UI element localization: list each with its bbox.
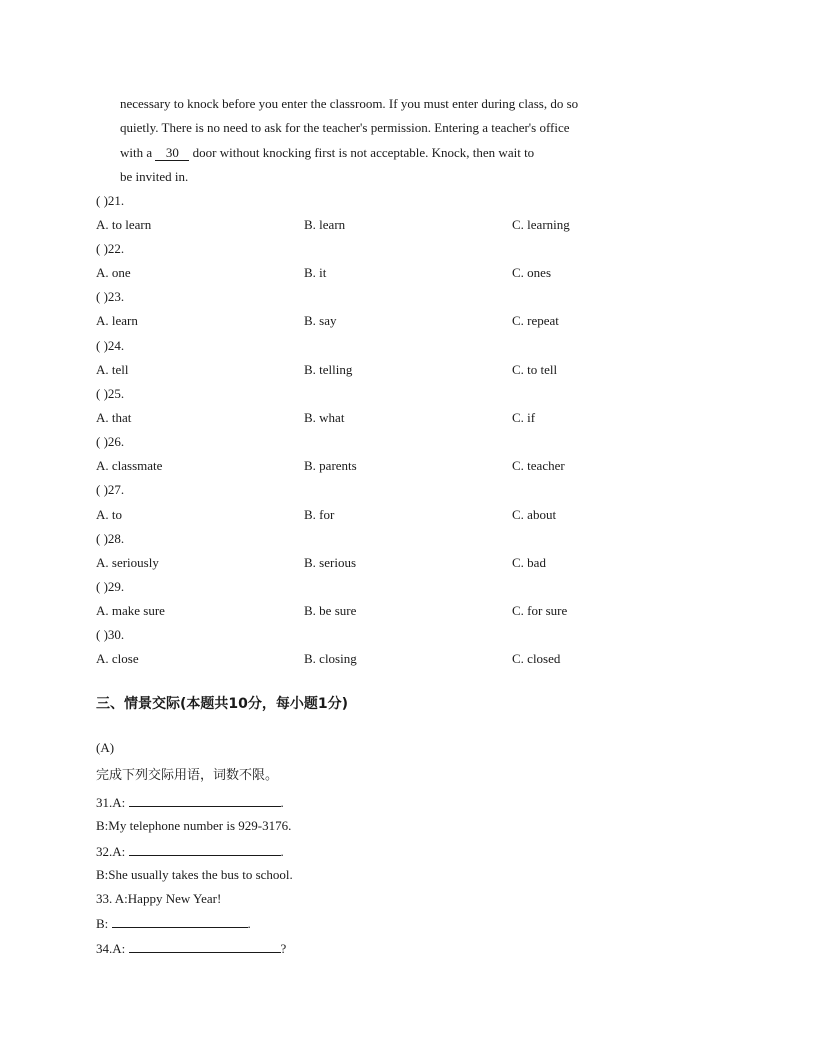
dialogue-prefix: 34.A: [96, 941, 126, 956]
question-number[interactable]: ( )28. [96, 531, 125, 546]
option-a[interactable]: A. to learn [96, 217, 152, 232]
option-b[interactable]: B. serious [304, 555, 356, 570]
dialogue-item-32 [96, 843, 284, 860]
passage-line-3-suffix: door without knocking first is not acceptable. Knock, then wait to [192, 145, 535, 160]
answer-blank-30[interactable]: 30 [155, 146, 189, 161]
option-c[interactable]: C. repeat [512, 313, 559, 328]
passage-line-1: necessary to knock before you enter the classroom. If you must enter during class, do so [120, 96, 579, 111]
dialogue-reply: B:My telephone number is 929-3176. [96, 818, 292, 833]
option-b[interactable]: B. for [304, 507, 335, 522]
dialogue-suffix: . [247, 916, 251, 931]
instruction: 完成下列交际用语，词数不限。 [96, 768, 279, 783]
option-a[interactable]: A. to [96, 507, 122, 522]
dialogue-item-33-reply [96, 915, 251, 932]
dialogue-suffix: . [280, 795, 284, 810]
option-a[interactable]: A. that [96, 410, 132, 425]
question-number[interactable]: ( )23. [96, 289, 125, 304]
option-c[interactable]: C. about [512, 507, 557, 522]
answer-blank-34[interactable] [129, 940, 281, 953]
option-c[interactable]: C. to tell [512, 362, 558, 377]
option-c[interactable]: C. learning [512, 217, 570, 232]
dialogue-item-33: 33. A:Happy New Year! [96, 891, 222, 906]
passage-line-3-prefix: with a [120, 145, 153, 160]
option-a[interactable]: A. learn [96, 313, 138, 328]
passage-line-4: be invited in. [120, 169, 189, 184]
option-c[interactable]: C. bad [512, 555, 546, 570]
option-b[interactable]: B. what [304, 410, 345, 425]
option-b[interactable]: B. closing [304, 651, 357, 666]
question-number[interactable]: ( )26. [96, 434, 125, 449]
option-a[interactable]: A. close [96, 651, 139, 666]
dialogue-item-34 [96, 940, 286, 957]
option-c[interactable]: C. for sure [512, 603, 568, 618]
option-a[interactable]: A. tell [96, 362, 129, 377]
dialogue-prefix: 32.A: [96, 844, 126, 859]
question-number[interactable]: ( )22. [96, 241, 125, 256]
option-b[interactable]: B. telling [304, 362, 353, 377]
option-c[interactable]: C. if [512, 410, 536, 425]
option-c[interactable]: C. ones [512, 265, 551, 280]
option-a[interactable]: A. make sure [96, 603, 165, 618]
dialogue-item-31 [96, 794, 284, 811]
option-b[interactable]: B. be sure [304, 603, 357, 618]
option-b[interactable]: B. learn [304, 217, 346, 232]
dialogue-prefix: B: [96, 916, 109, 931]
option-c[interactable]: C. closed [512, 651, 561, 666]
dialogue-suffix: . [280, 844, 284, 859]
passage-line-3 [120, 145, 534, 161]
dialogue-suffix: ? [280, 941, 287, 956]
option-b[interactable]: B. say [304, 313, 337, 328]
question-number[interactable]: ( )29. [96, 579, 125, 594]
option-a[interactable]: A. classmate [96, 458, 163, 473]
question-number[interactable]: ( )24. [96, 338, 125, 353]
question-number[interactable]: ( )27. [96, 482, 125, 497]
option-a[interactable]: A. one [96, 265, 131, 280]
section-title: 三、情景交际(本题共10分，每小题1分) [96, 696, 349, 712]
dialogue-prefix: 31.A: [96, 795, 126, 810]
question-number[interactable]: ( )25. [96, 386, 125, 401]
option-b[interactable]: B. parents [304, 458, 357, 473]
dialogue-reply: B:She usually takes the bus to school. [96, 867, 293, 882]
option-c[interactable]: C. teacher [512, 458, 565, 473]
option-a[interactable]: A. seriously [96, 555, 159, 570]
part-label: (A) [96, 740, 115, 755]
answer-blank-31[interactable] [129, 794, 281, 807]
question-number[interactable]: ( )21. [96, 193, 125, 208]
answer-blank-33[interactable] [112, 915, 248, 928]
answer-blank-32[interactable] [129, 843, 281, 856]
passage-line-2: quietly. There is no need to ask for the teacher's permission. Entering a teacher's office [120, 120, 570, 135]
option-b[interactable]: B. it [304, 265, 327, 280]
question-number[interactable]: ( )30. [96, 627, 125, 642]
